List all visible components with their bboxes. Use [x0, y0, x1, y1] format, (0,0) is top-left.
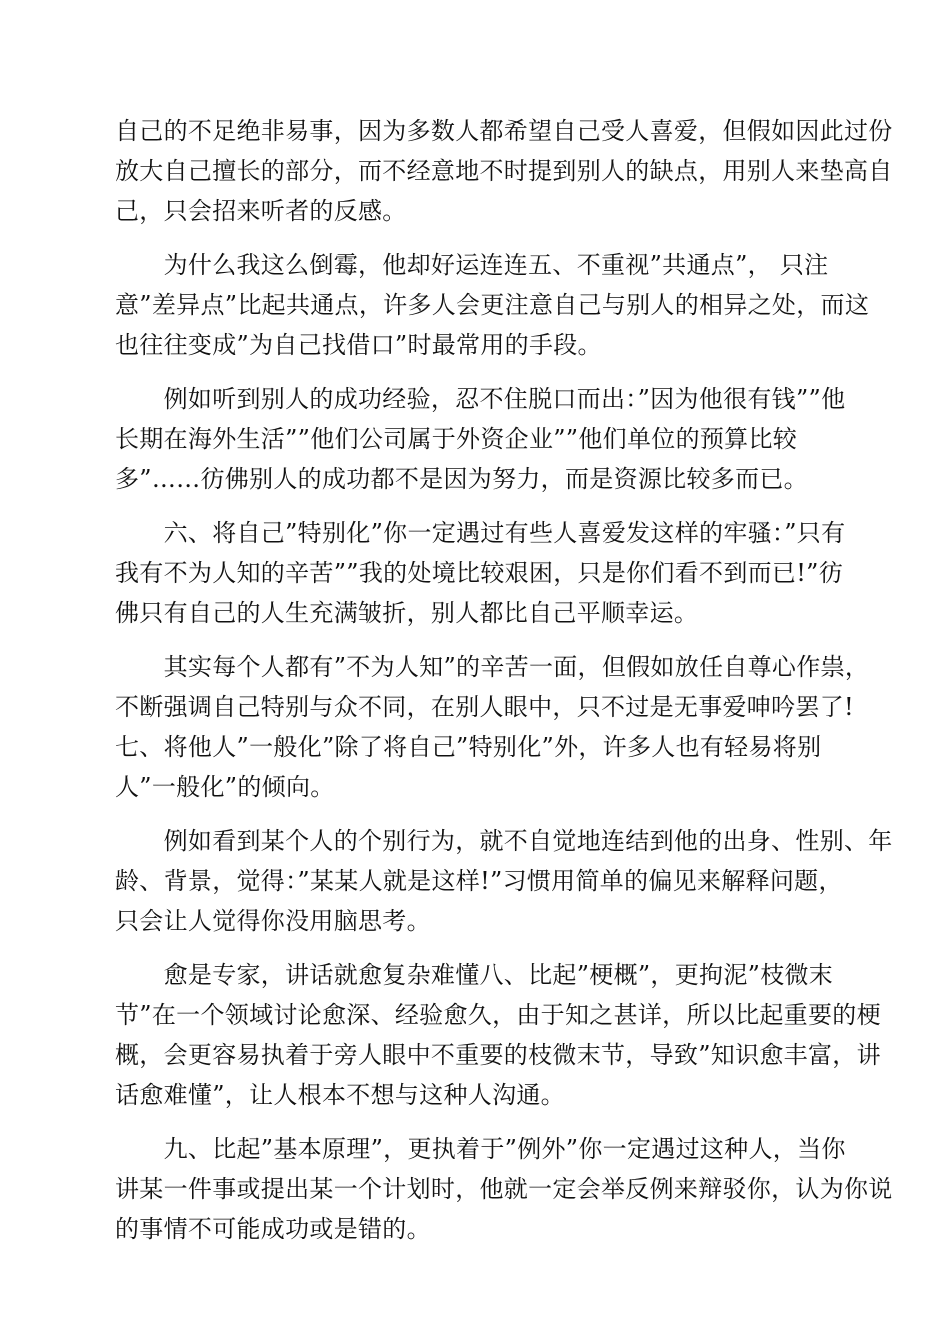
text-line: 也往往变成”为自己找借口”时最常用的手段。	[115, 331, 602, 359]
text-line: 只会让人觉得你没用脑思考。	[115, 907, 431, 935]
text-line: 讲某一件事或提出某一个计划时，他就一定会举反例来辩驳你，认为你说	[115, 1175, 893, 1203]
text-line: 自己的不足绝非易事，因为多数人都希望自己受人喜爱，但假如因此过份	[115, 117, 893, 145]
document-body	[115, 111, 893, 1263]
text-line: 多”……彷佛别人的成功都不是因为努力，而是资源比较多而已。	[115, 465, 808, 493]
text-line: 龄、背景，觉得：”某某人就是这样!”习惯用简单的偏见来解释问题，	[115, 867, 843, 895]
text-line: 话愈难懂”，让人根本不想与这种人沟通。	[115, 1081, 565, 1109]
text-line: 人”一般化”的倾向。	[115, 773, 335, 801]
text-line: 己，只会招来听者的反感。	[115, 197, 407, 225]
text-line: 六、将自己”特别化”你一定遇过有些人喜爱发这样的牢骚：”只有	[115, 519, 846, 547]
paragraph-5	[115, 647, 870, 807]
text-line: 节”在一个领域讨论愈深、经验愈久，由于知之甚详，所以比起重要的梗	[115, 1001, 881, 1029]
text-line: 放大自己擅长的部分，而不经意地不时提到别人的缺点，用别人来垫高自	[115, 157, 893, 185]
text-line: 长期在海外生活””他们公司属于外资企业””他们单位的预算比较	[115, 425, 798, 453]
paragraph-4	[115, 513, 846, 633]
text-line: 不断强调自己特别与众不同，在别人眼中，只不过是无事爱呻吟罢了!	[115, 693, 854, 721]
text-line: 为什么我这么倒霉，他却好运连连五、不重视”共通点”， 只注	[115, 251, 829, 279]
text-line: 九、比起”基本原理”，更执着于”例外”你一定遇过这种人，当你	[115, 1135, 846, 1163]
text-line: 愈是专家，讲话就愈复杂难懂八、比起”梗概”，更拘泥”枝微末	[115, 961, 834, 989]
paragraph-6	[115, 821, 893, 941]
paragraph-8	[115, 1129, 893, 1249]
text-line: 概，会更容易执着于旁人眼中不重要的枝微末节，导致”知识愈丰富，讲	[115, 1041, 881, 1069]
text-line: 意”差异点”比起共通点，许多人会更注意自己与别人的相异之处，而这	[115, 291, 870, 319]
paragraph-1	[115, 111, 893, 231]
paragraph-2	[115, 245, 870, 365]
paragraph-3	[115, 379, 846, 499]
text-line: 我有不为人知的辛苦””我的处境比较艰困，只是你们看不到而已!”彷	[115, 559, 844, 587]
paragraph-7	[115, 955, 881, 1115]
text-line: 佛只有自己的人生充满皱折，别人都比自己平顺幸运。	[115, 599, 699, 627]
text-line: 的事情不可能成功或是错的。	[115, 1215, 431, 1243]
text-line: 其实每个人都有”不为人知”的辛苦一面，但假如放任自尊心作祟，	[115, 653, 870, 681]
text-line: 七、将他人”一般化”除了将自己”特别化”外，许多人也有轻易将别	[115, 733, 822, 761]
text-line: 例如看到某个人的个别行为，就不自觉地连结到他的出身、性别、年	[115, 827, 893, 855]
text-line: 例如听到别人的成功经验，忍不住脱口而出：”因为他很有钱””他	[115, 385, 846, 413]
